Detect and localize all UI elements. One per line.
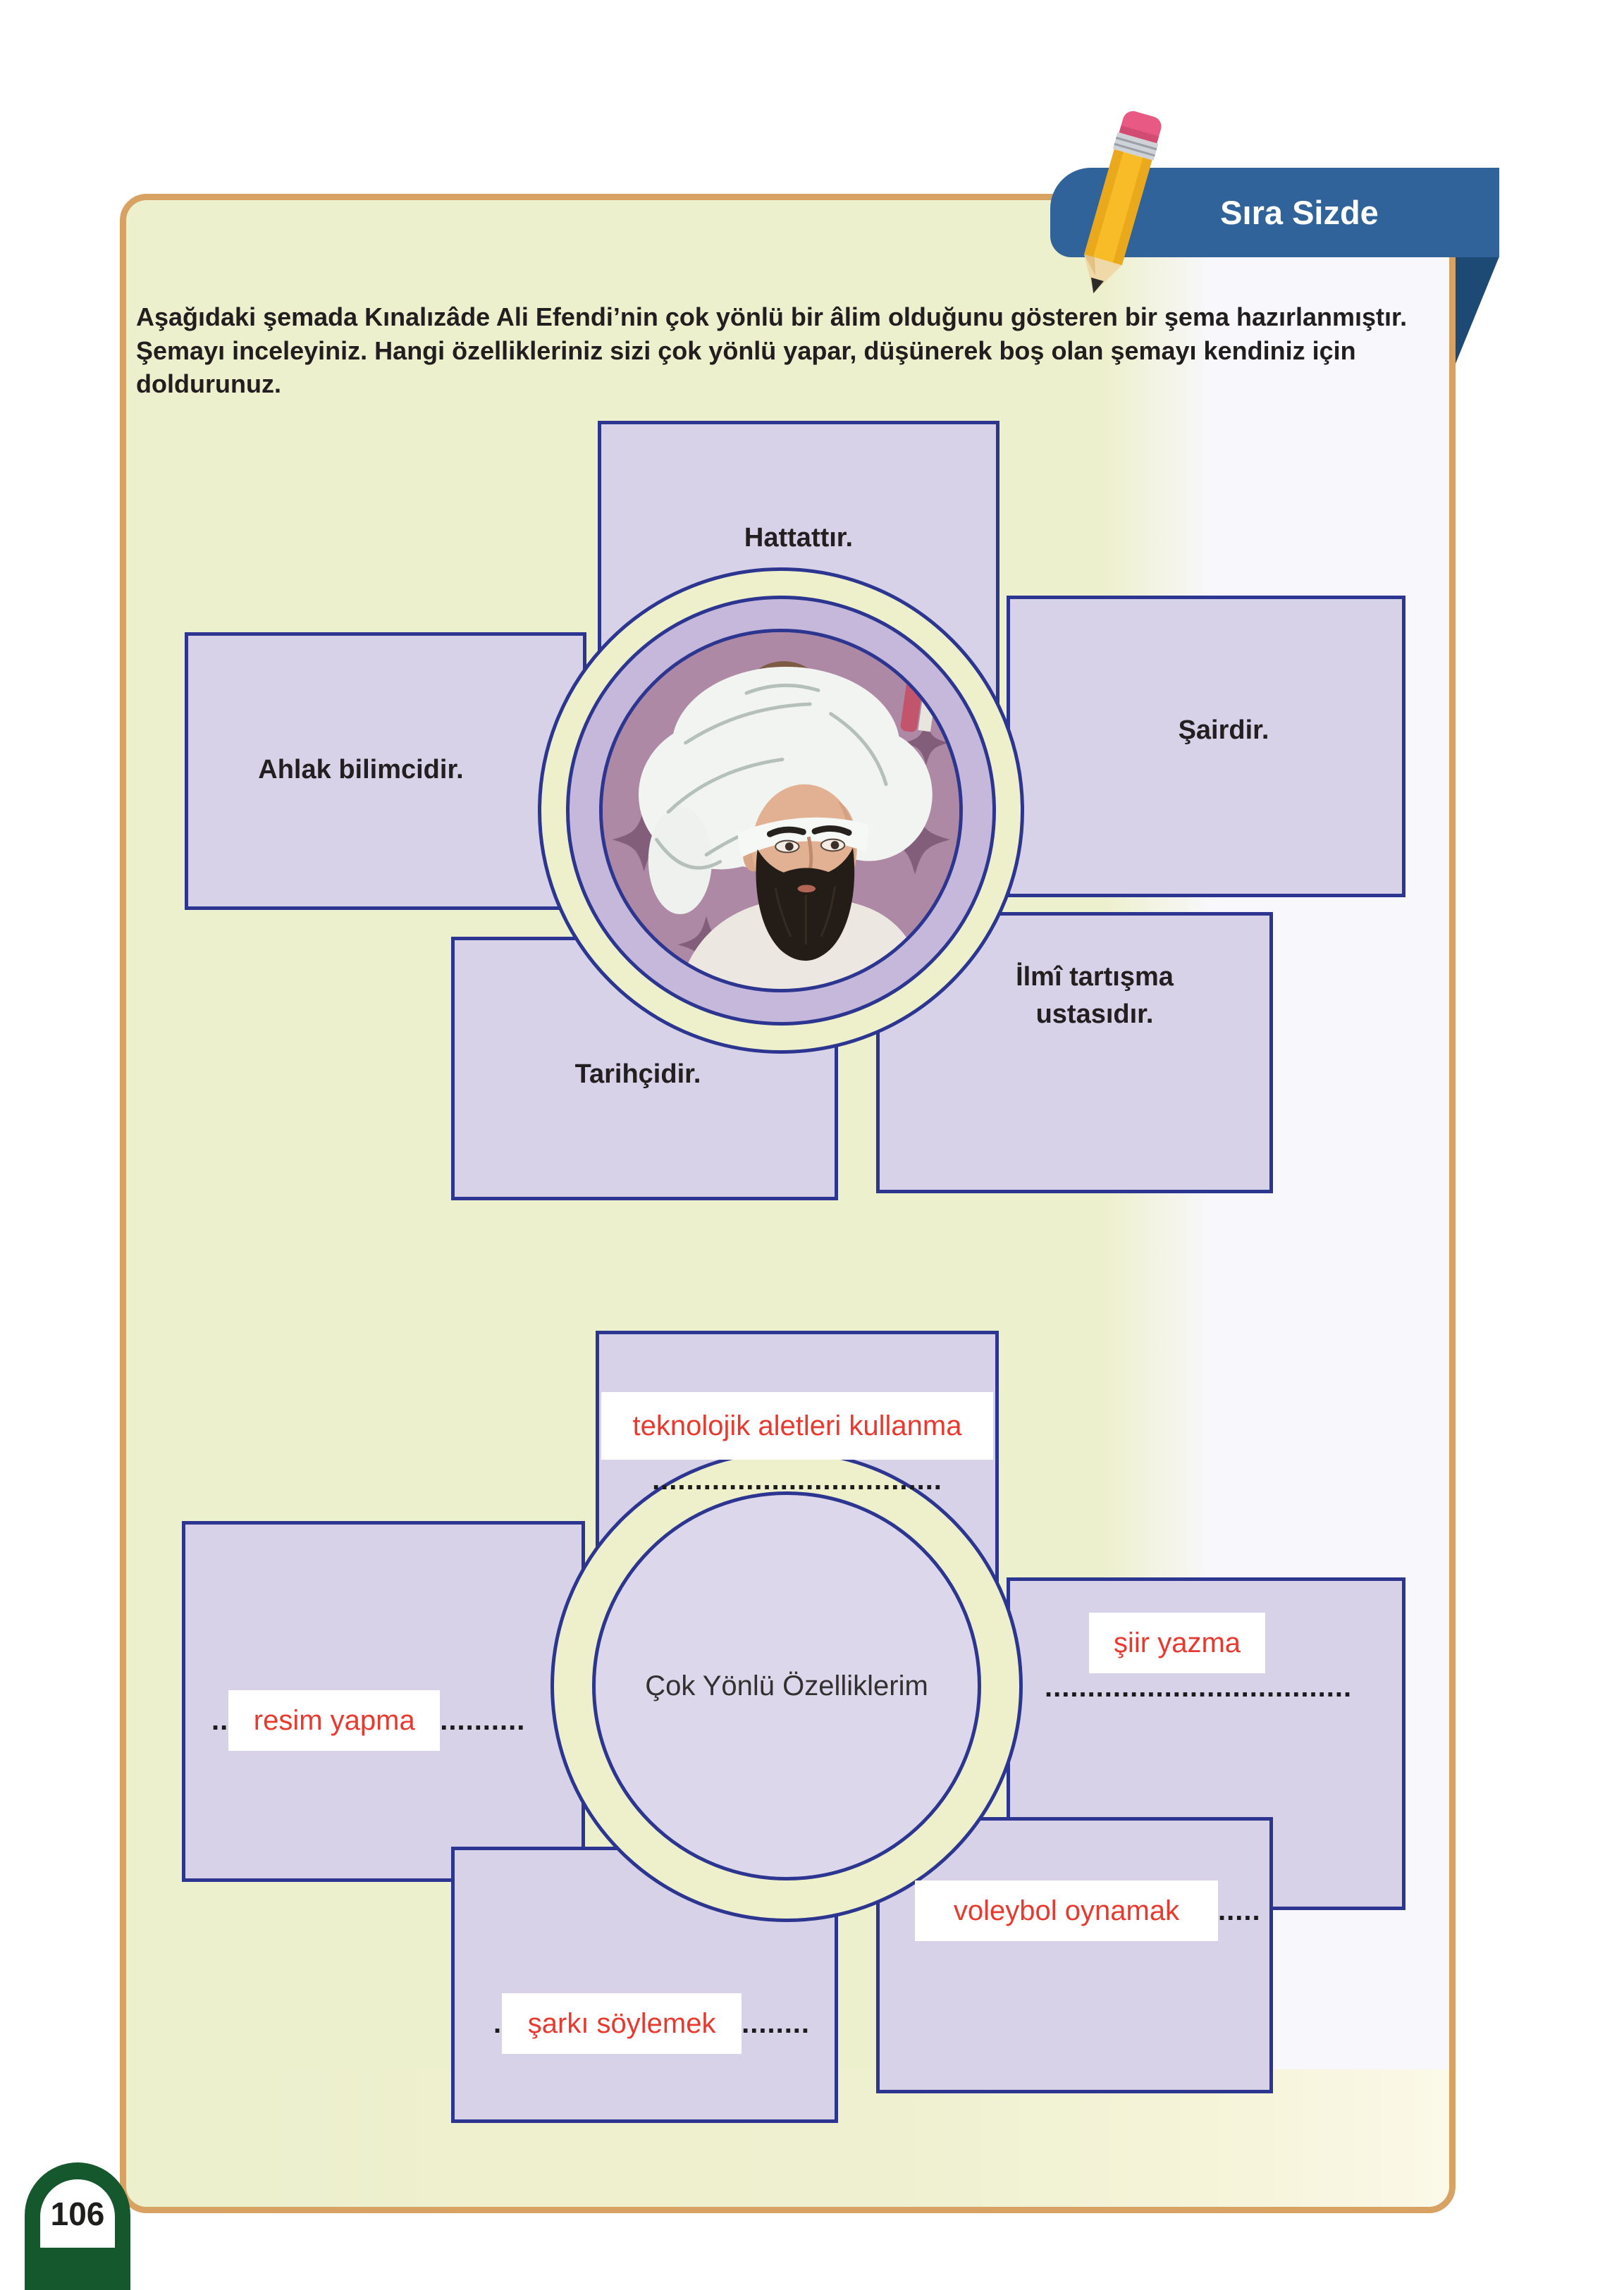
label-sair: Şairdir. bbox=[1178, 715, 1269, 745]
answer-bottom-right-row bbox=[915, 1880, 1261, 1941]
answer-left-row bbox=[211, 1690, 525, 1751]
label-ilmi: İlmî tartışma ustasıdır. bbox=[1016, 962, 1174, 1030]
answer-bottom-left: şarkı söylemek bbox=[502, 1993, 742, 2054]
answer-bottom-left-row bbox=[493, 1993, 810, 2054]
section-title: Sıra Sizde bbox=[1220, 194, 1379, 231]
dotted-line-right: .................................... bbox=[1045, 1672, 1353, 1703]
answer-top-text: teknolojik aletleri kullanma bbox=[632, 1410, 962, 1441]
dotted-line-top: .................................. bbox=[652, 1465, 942, 1496]
page-number: 106 bbox=[50, 2195, 105, 2232]
label-ahlak: Ahlak bilimcidir. bbox=[258, 755, 464, 784]
answer-right-text: şiir yazma bbox=[1113, 1627, 1241, 1658]
label-hattat: Hattattır. bbox=[744, 523, 854, 553]
instructions-text: Aşağıdaki şemada Kınalızâde Ali Efendi’nin çok yönlü bir âlim olduğunu gösteren bir şema hazırlanmıştır. Şemayı inceleyiniz. Hangi özellikleriniz sizi çok yönlü yapar, düşünerek boş olan şemayı kendiniz için doldurunuz. bbox=[136, 302, 1408, 399]
portrait-illustration bbox=[599, 629, 963, 992]
answer-top bbox=[601, 1392, 993, 1460]
banner-fold bbox=[1456, 257, 1499, 364]
pencil-icon bbox=[1054, 99, 1181, 317]
dotted-line-br-after: ..... bbox=[1218, 1895, 1261, 1926]
answer-right bbox=[1089, 1613, 1265, 1673]
label-tarihci: Tarihçidir. bbox=[574, 1059, 701, 1089]
center-circle-label: Çok Yönlü Özelliklerim bbox=[645, 1670, 928, 1701]
dotted-line-bl-before: . bbox=[493, 2007, 503, 2039]
dotted-line-bl-after: ........ bbox=[742, 2007, 811, 2039]
answer-left: resim yapma bbox=[228, 1690, 440, 1751]
center-circle bbox=[592, 1491, 981, 1880]
page-number-badge bbox=[25, 2162, 130, 2290]
page-number-inner bbox=[40, 2179, 115, 2248]
dotted-line-left-after: .......... bbox=[440, 1704, 526, 1736]
answer-bottom-right: voleybol oynamak bbox=[915, 1880, 1218, 1941]
dotted-line-left-before: .. bbox=[211, 1704, 229, 1736]
